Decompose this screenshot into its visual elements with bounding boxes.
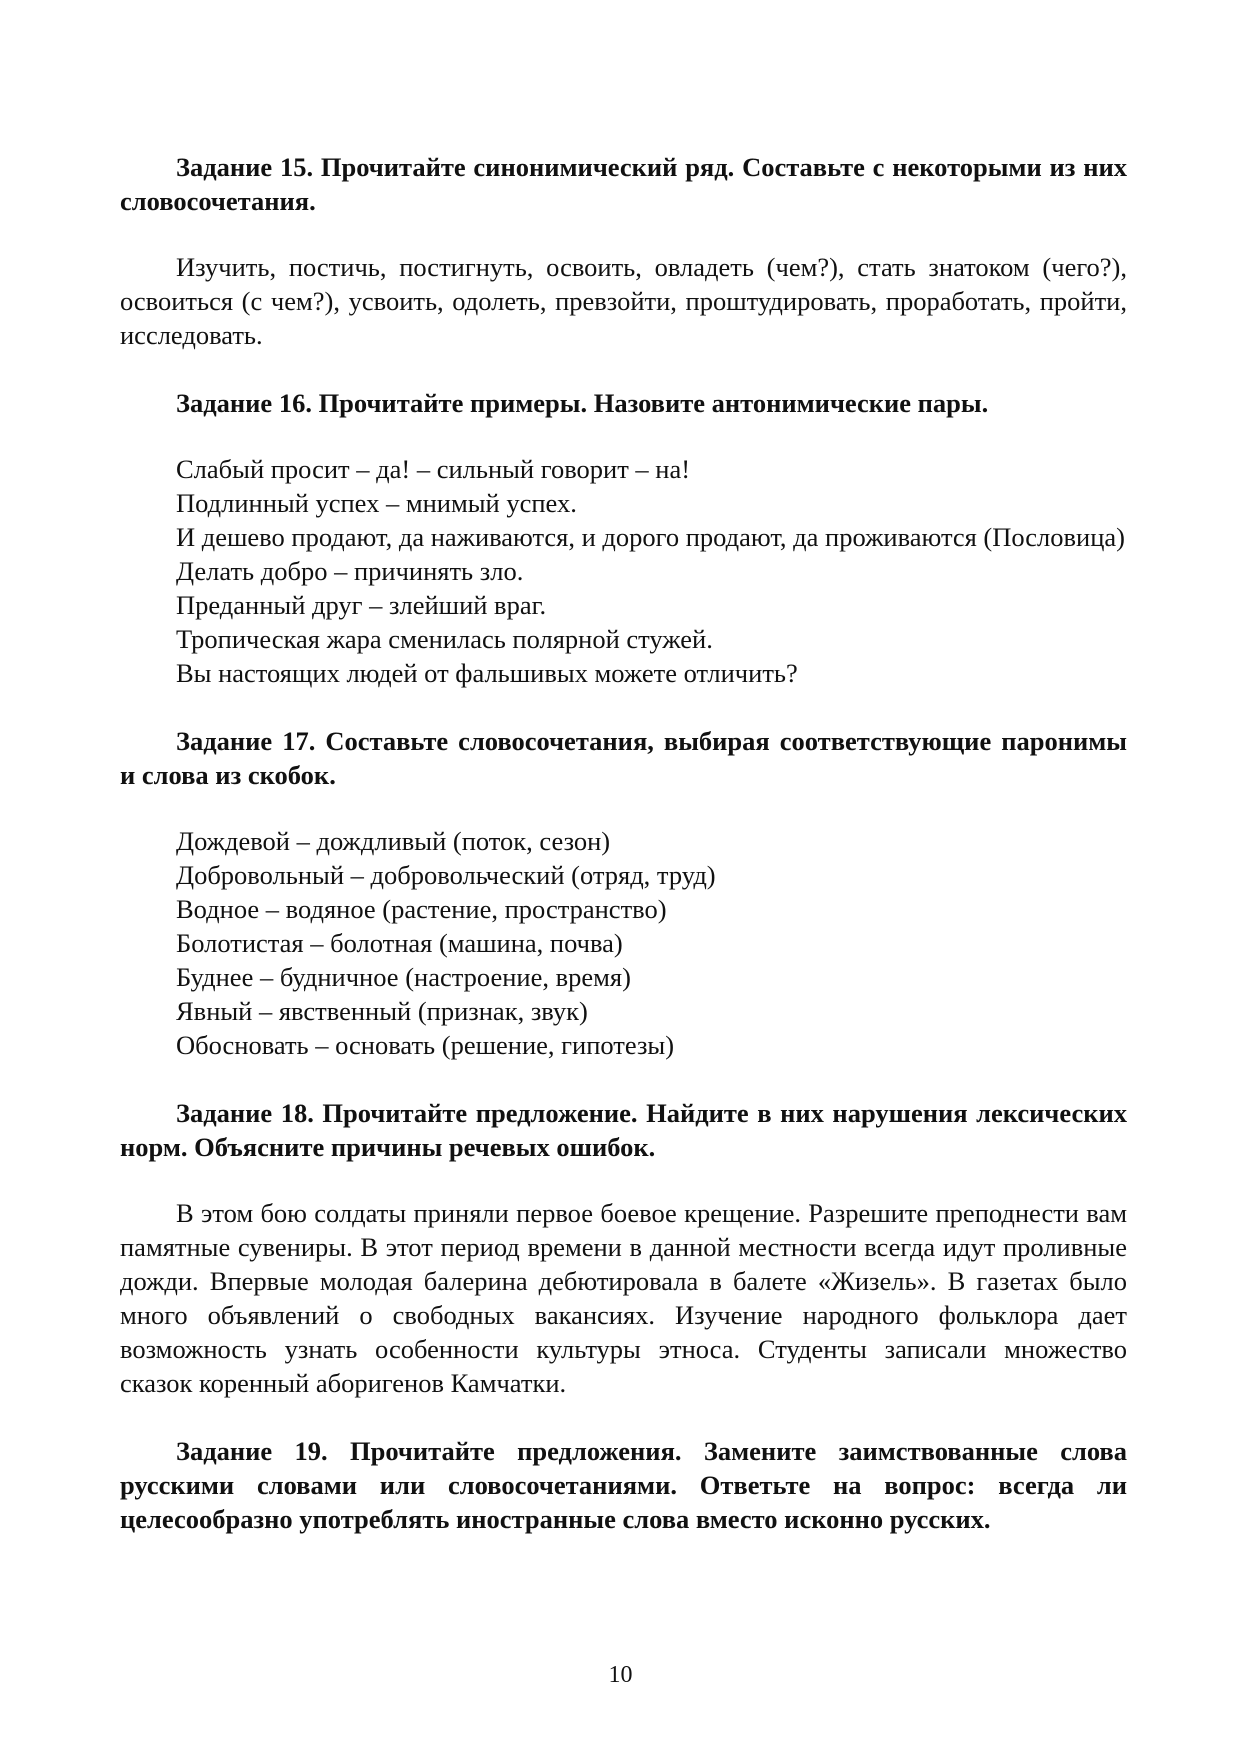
list-item: Водное – водяное (растение, пространство): [176, 894, 667, 924]
task-17-paronyms: [120, 824, 1127, 1062]
list-item: Обосновать – основать (решение, гипотезы): [176, 1030, 675, 1060]
task-18-title: Задание 18. Прочитайте предложение. Найдите в них нарушения лексических норм. Объясните причины речевых ошибок.: [120, 1098, 1127, 1162]
list-item: Добровольный – добровольческий (отряд, труд): [176, 860, 716, 890]
task-19-title: Задание 19. Прочитайте предложения. Замените заимствованные слова русскими словами или словосочетаниями. Ответьте на вопрос: всегда ли целесообразно употреблять иностранные слова вместо исконно русских.: [120, 1436, 1127, 1534]
list-item: Тропическая жара сменилась полярной стужей.: [176, 624, 713, 654]
task-18-sentences: В этом бою солдаты приняли первое боевое крещение. Разрешите преподнести вам памятные сувениры. В этот период времени в данной местности всегда идут проливные дожди. Впервые молодая балерина дебютировала в балете «Жизель». В газетах было много объявлений о свободных вакансиях. Изучение народного фольклора дает возможность узнать особенности культуры этноса. Студенты записали множество сказок коренный аборигенов Камчатки.: [120, 1198, 1127, 1398]
task-18: [120, 1096, 1127, 1400]
list-item: Буднее – будничное (настроение, время): [176, 962, 631, 992]
task-16-title: Задание 16. Прочитайте примеры. Назовите антонимические пары.: [176, 388, 989, 418]
list-item: Подлинный успех – мнимый успех.: [176, 488, 577, 518]
task-15-title: Задание 15. Прочитайте синонимический ряд. Составьте с некоторыми из них словосочетания.: [120, 152, 1127, 216]
list-item: Болотистая – болотная (машина, почва): [176, 928, 623, 958]
list-item: Вы настоящих людей от фальшивых можете отличить?: [176, 658, 798, 688]
task-19: [120, 1434, 1127, 1536]
list-item: И дешево продают, да наживаются, и дорого продают, да проживаются (Пословица): [176, 522, 1125, 552]
task-15-synonym-row: Изучить, постичь, постигнуть, освоить, овладеть (чем?), стать знатоком (чего?), освоиться (с чем?), усвоить, одолеть, превзойти, проштудировать, проработать, пройти, исследовать.: [120, 252, 1127, 350]
list-item: Делать добро – причинять зло.: [176, 556, 524, 586]
list-item: Дождевой – дождливый (поток, сезон): [176, 826, 611, 856]
task-15: [120, 150, 1127, 352]
document-page: [120, 150, 1127, 1536]
task-17: [120, 724, 1127, 1062]
list-item: Преданный друг – злейший враг.: [176, 590, 547, 620]
task-16: [120, 386, 1127, 690]
page-number: 10: [608, 1662, 633, 1688]
list-item: Явный – явственный (признак, звук): [176, 996, 588, 1026]
task-17-title: Задание 17. Составьте словосочетания, выбирая соответствующие паронимы и слова из скобок.: [120, 726, 1127, 790]
task-16-examples: [120, 452, 1127, 690]
list-item: Слабый просит – да! – сильный говорит – на!: [176, 454, 691, 484]
